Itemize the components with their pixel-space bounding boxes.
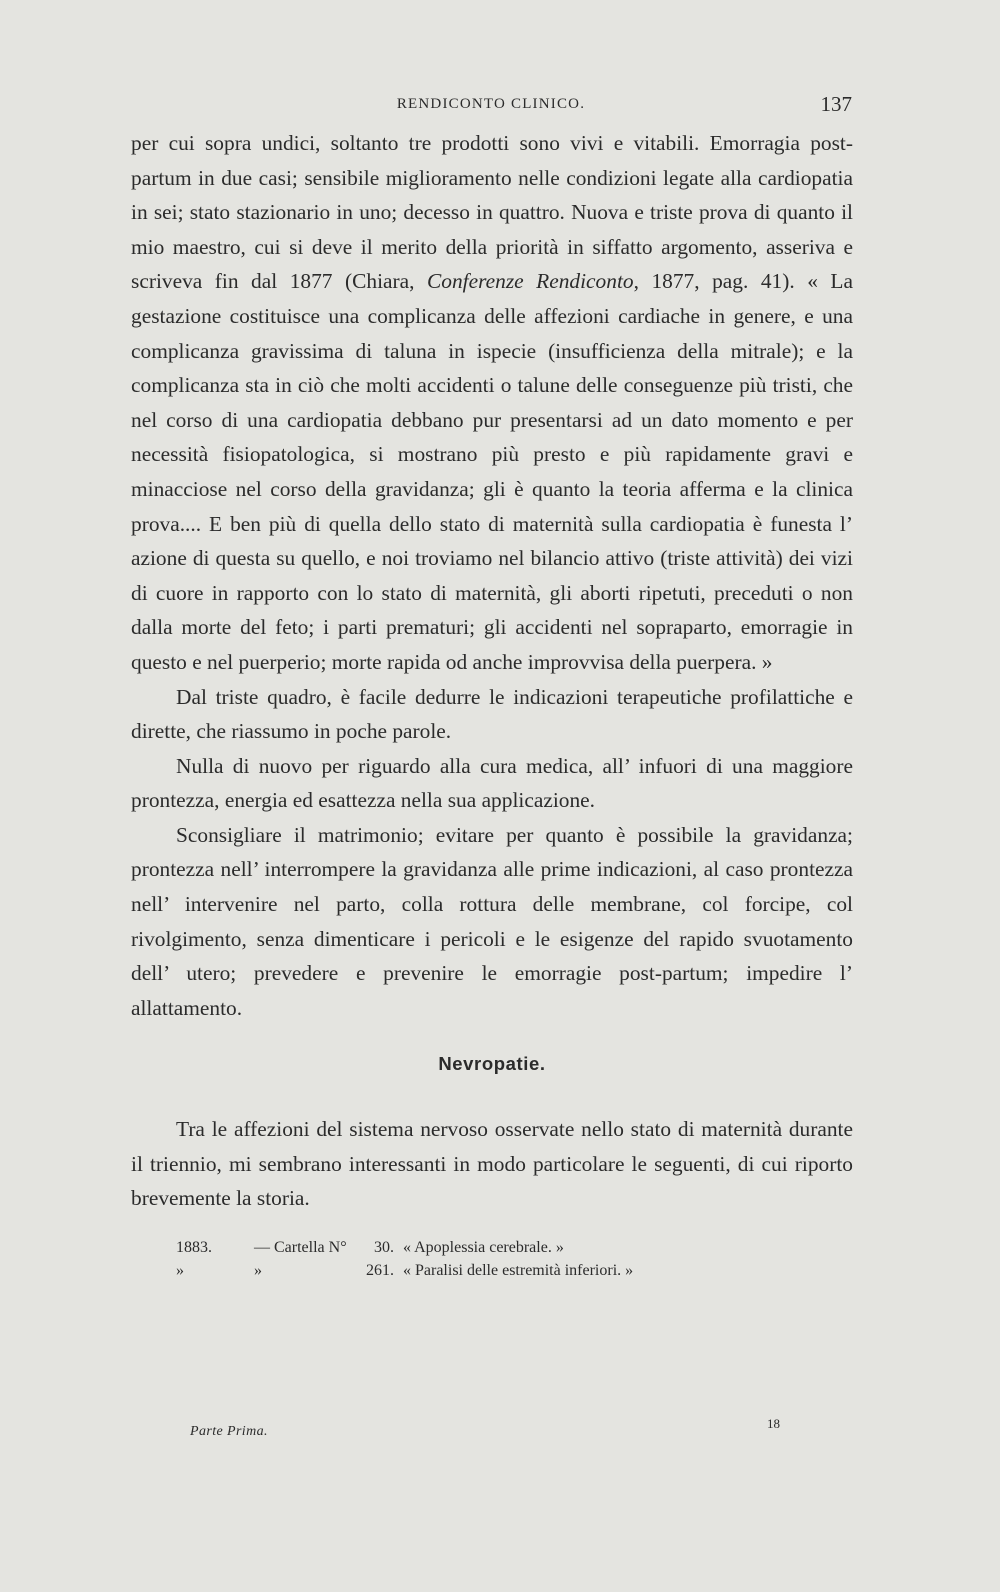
page-footer xyxy=(190,1416,790,1446)
part-label: Parte Prima. xyxy=(190,1424,268,1439)
text-run: , 1877, pag. 41). « La gestazione costituisce una complicanza delle affezioni cardiache in genere, e una complicanza gravissima di taluna in ispecie (insufficienza della mitrale); e la complicanza sta in ciò che molti accidenti o talune delle conseguenze più tristi, che nel corso di una cardiopatia debbano pur presentarsi ad un dato momento e per necessità fisiopatologica, si mostrano più presto e più rapidamente gravi e minacciose nel corso della gravidanza; gli è quanto la teoria afferma e la clinica prova.... E ben più di quella dello stato di maternità sulla cardiopatia è funesta l’ azione di questa su quello, e noi troviamo nel bilancio attivo (triste attività) dei vizi di cuore in rapporto con lo stato di maternità, gli aborti ripetuti, preceduti o non dalla morte del feto; i parti prematuri; gli accidenti nel sopraparto, emorragie in questo e nel puerperio; morte rapida od anche improvvisa della puerpera. » xyxy=(131,269,853,674)
record-number: 261. xyxy=(366,1261,394,1279)
body-text xyxy=(131,126,853,1282)
text-run: Dal triste quadro, è facile dedurre le indicazioni terapeutiche profilattiche e dirette, che riassumo in poche parole. xyxy=(131,684,853,744)
record-description: « Paralisi delle estremità inferiori. » xyxy=(403,1261,634,1279)
signature-mark: 18 xyxy=(767,1416,780,1431)
paragraph xyxy=(131,818,853,1026)
case-records xyxy=(131,1236,853,1282)
running-head xyxy=(130,92,852,118)
record-year: » xyxy=(176,1261,184,1279)
case-record xyxy=(131,1236,853,1259)
record-number: 30. xyxy=(374,1238,394,1256)
record-year: 1883. xyxy=(176,1238,212,1256)
text-run: Nulla di nuovo per riguardo alla cura medica, all’ infuori di una maggiore prontezza, energia ed esattezza nella sua applicazione. xyxy=(131,753,853,813)
record-label: — Cartella N° xyxy=(254,1238,347,1256)
record-description: « Apoplessia cerebrale. » xyxy=(403,1238,564,1256)
running-title: RENDICONTO CLINICO. xyxy=(396,96,586,112)
text-run: Sconsigliare il matrimonio; evitare per quanto è possibile la gravidanza; prontezza nell’ interrompere la gravidanza alle prime indicazioni, al caso prontezza nell’ intervenire nel parto, colla rottura delle membrane, col forcipe, col rivolgimento, senza dimenticare i pericoli e le esigenze del rapido svuotamento dell’ utero; prevedere e prevenire le emorragie post-partum; impedire l’ allattamento. xyxy=(131,822,853,1020)
paragraph xyxy=(131,126,853,680)
citation-title: Conferenze Rendiconto xyxy=(427,269,634,294)
case-record xyxy=(131,1259,853,1282)
section-paragraph: Tra le affezioni del sistema nervoso osservate nello stato di maternità durante il triennio, mi sembrano interessanti in modo particolare le seguenti, di cui riporto brevemente la storia. xyxy=(131,1117,853,1211)
page-number: 137 xyxy=(820,92,852,116)
record-label: » xyxy=(254,1261,262,1279)
text-run: per cui sopra undici, soltanto tre prodotti sono vivi e vitabili. Emorragia post-partum in due casi; sensibile miglioramento nelle condizioni legate alla cardiopatia in sei; stato stazionario in uno; decesso in quattro. Nuova e triste prova di quanto il mio maestro, cui si deve il merito della priorità in siffatto argomento, asseriva e scriveva fin dal 1877 (Chiara, xyxy=(131,131,853,294)
paragraph xyxy=(131,680,853,749)
paragraph xyxy=(131,749,853,818)
section-heading: Nevropatie. xyxy=(438,1053,546,1075)
